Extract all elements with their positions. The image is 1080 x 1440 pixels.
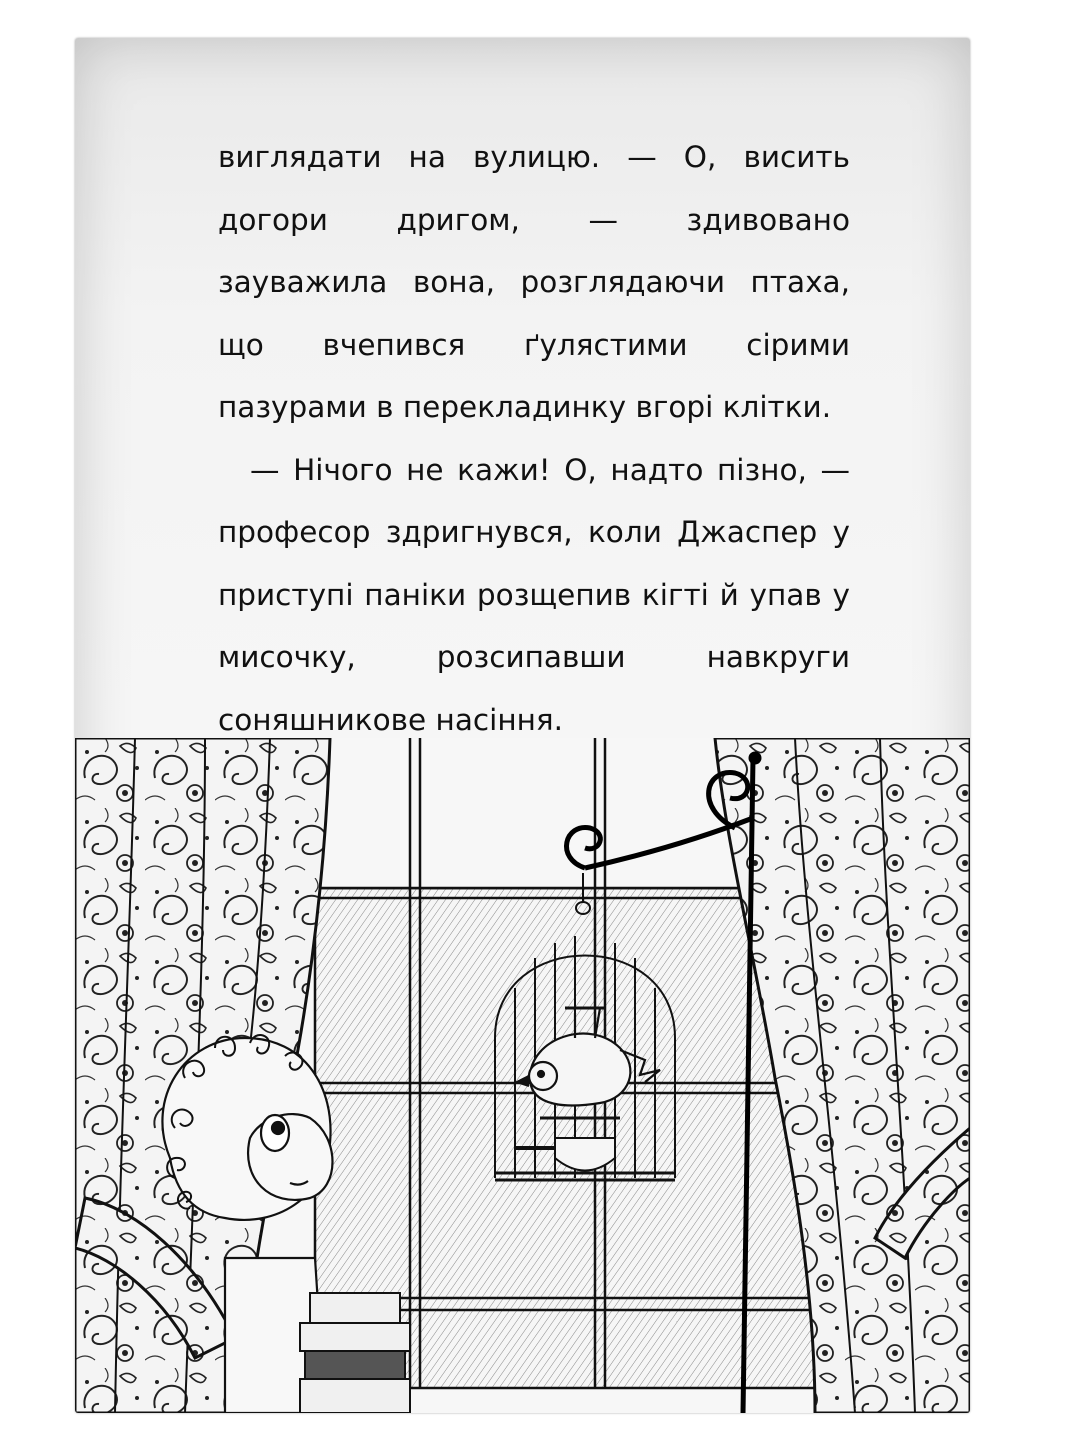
book-page — [75, 38, 970, 1413]
page-text — [218, 126, 850, 751]
paragraph-1: виглядати на вулицю. — О, висить догори дригом, — здивовано зауважила вона, розглядаючи птаха, що вчепився ґулястими сірими пазурами в перекладинку вгорі клітки. — [218, 140, 850, 424]
books-stack — [300, 1293, 410, 1413]
paragraph-2: — Нічого не кажи! О, надто пізно, — професор здригнувся, коли Джаспер у приступі паніки розщепив кігті й упав у мисочку, розсипавши навкруги соняшникове насіння. — [218, 452, 850, 737]
illustration — [75, 738, 970, 1413]
